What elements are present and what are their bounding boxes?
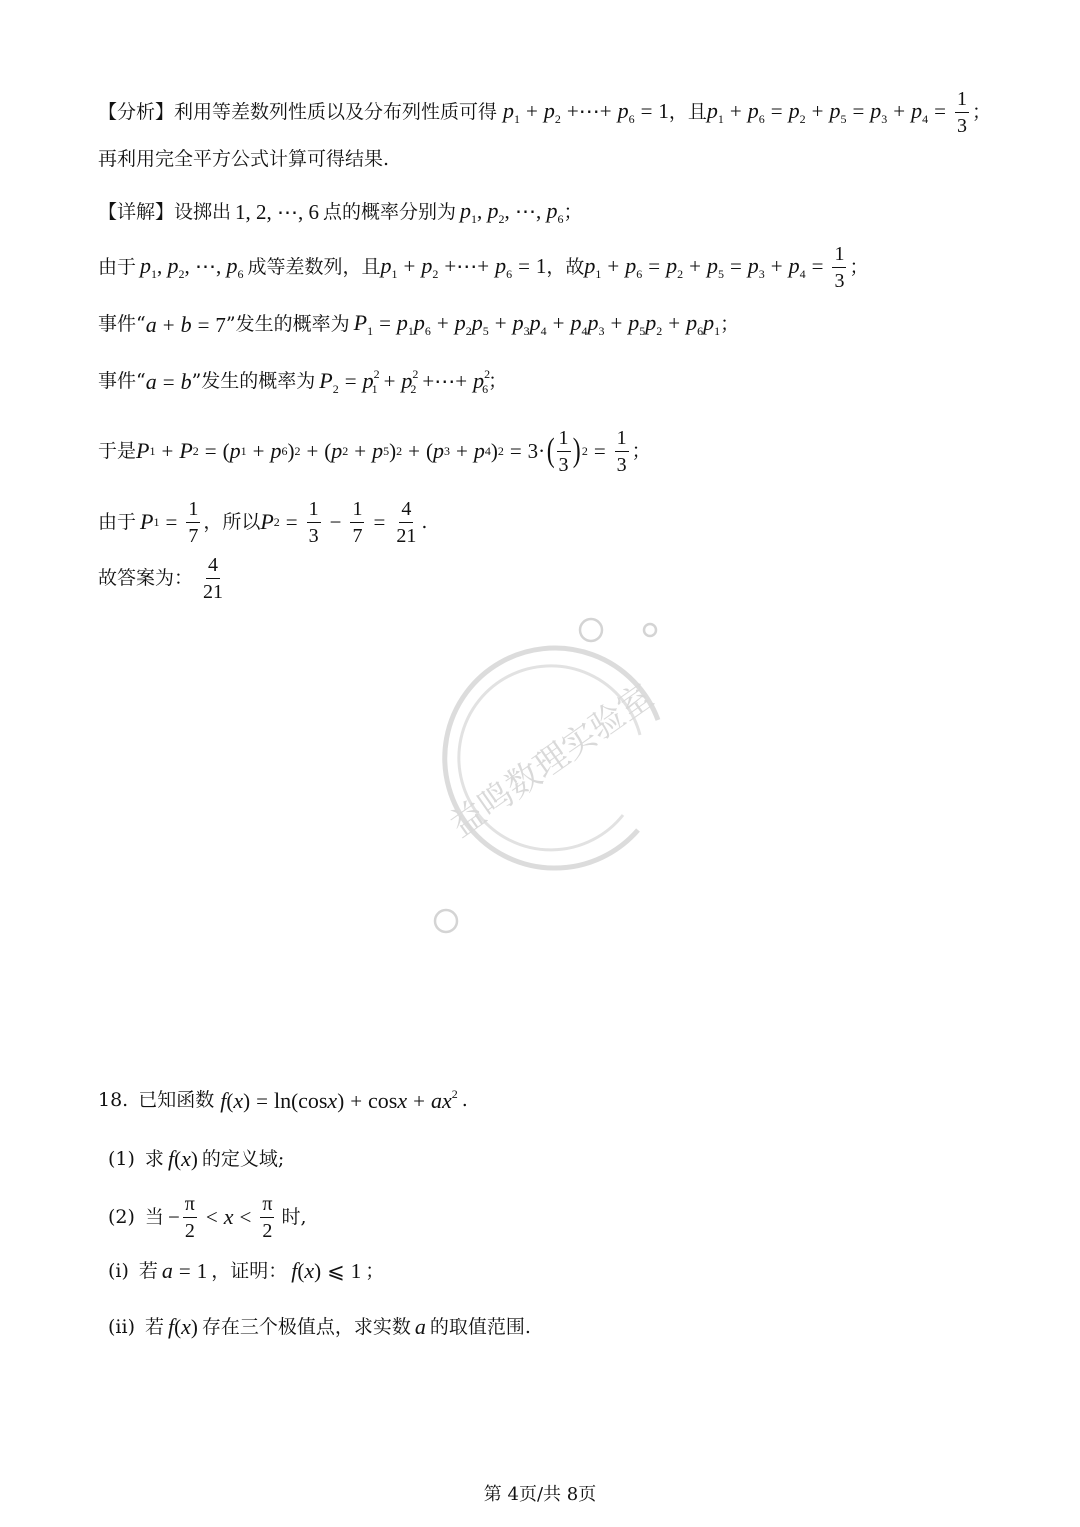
detail-text: ，故 [546,255,585,278]
detail-text: 设掷出 [174,201,232,223]
question-text: 当 [144,1205,164,1228]
analysis-line-1 [98,88,991,136]
detail-label: 【详解】 [98,201,175,223]
fraction-one-third: $\frac{1}{3}$ [616,426,627,476]
detail-text: 成等差数列，且 [247,255,381,278]
question-text: 存在三个极值点，求实数 [201,1315,411,1338]
question-text: ； [365,1259,385,1282]
analysis-label: 【分析】 [98,100,175,123]
answer-line [98,552,228,604]
formula-event-equal: a = b [145,368,192,394]
question-text: 已知函数 [138,1088,215,1111]
detail-text: ”发生的概率为 [191,370,316,392]
question-text: 的定义域; [201,1147,285,1170]
detail-text: ”发生的概率为 [225,313,350,335]
formula-sum-p: $p_1 + p_2$ +⋯+ $p_6 = 1$ [503,97,669,126]
formula-fx: f(x) [168,1314,198,1339]
formula-event-sum7: a + b = 7 [145,311,226,337]
detail-line-5 [98,420,651,482]
watermark-seal [418,610,698,940]
formula-sum-squares: P 1 + P 2 = ( p 1 + p 6 ) 2 + ( p 2 + p 5 ) 2 + ( p 3 + p 4 ) 2 = 3· ( $\frac{1}{3}$ ) 2 = [136,426,606,476]
formula-a-equals-1: a = 1 [161,1258,208,1283]
formula-sum-p: $p_1 + p_2$ +⋯+ $p_6 = 1$ [380,252,547,281]
fraction-one-third: $\frac{1}{3}$ [956,87,967,137]
detail-text: 由于 [98,255,137,278]
question-text: 求 [144,1147,164,1170]
watermark-text: 益鸣数理实验室 [442,676,661,846]
formula-P2-value: P 2 = $\frac{1}{3}$ − $\frac{1}{7}$ = $\frac{4}{21}$ [260,497,417,547]
formula-fx-le-1: f(x) ⩽ 1 [291,1258,362,1283]
question-text: 若 [144,1315,164,1338]
detail-line-2 [98,242,869,292]
detail-text: 由于 [98,510,137,533]
detail-text: ； [849,255,869,278]
part-label: (i) [108,1259,129,1282]
formula-p-list: $p_1$, $p_2$, ⋯, $p_6$ [140,252,244,281]
detail-text: ； [488,370,508,392]
detail-text: ； [563,201,583,223]
detail-line-4 [98,368,507,395]
question-text: ，证明： [211,1259,288,1282]
formula-x-range: − $\frac{\pi}{2}$ < x < $\frac{\pi}{2}$ [167,1192,273,1242]
q18-part1 [108,1148,284,1170]
q18-sub-i [108,1260,384,1282]
analysis-line-2 [98,150,389,169]
detail-text: . [421,510,428,533]
fraction-one-third: $\frac{1}{3}$ [834,242,845,292]
formula-faces: 1, 2, ⋯, 6 [235,200,320,224]
question-text: 时, [281,1205,307,1228]
detail-text: 事件“ [98,313,146,335]
part-label: (2) [108,1205,135,1228]
formula-pair-sums: $p_1 + p_6 = p_2 + p_5 = p_3 + p_4$ = [706,97,946,126]
analysis-text: 利用等差数列性质以及分布列性质可得 [174,100,498,123]
detail-text: 于是 [98,439,137,462]
detail-text: ； [631,439,651,462]
formula-p-list: $p_1$, $p_2$, ⋯, $p_6$ [460,198,564,226]
analysis-end: ； [971,100,991,123]
analysis-text-2: 再利用完全平方公式计算可得结果. [98,148,390,170]
detail-text: ； [720,313,740,335]
question-text: 的取值范围. [429,1315,531,1338]
answer-label: 故答案为： [98,566,194,589]
q18-line: 18. 已知函数 $f(x) = \ln(\cos x) + \cos x + ax^2$ . [98,1087,468,1113]
detail-text: 点的概率分别为 [323,201,457,223]
formula-fx: f(x) [167,1146,198,1171]
question-number: 18. [98,1088,129,1111]
page-footer: 第 4页/共 8页 [483,1484,597,1505]
formula-a: a [414,1314,426,1339]
detail-line-1 [98,200,583,225]
analysis-mid: ，且 [668,100,707,123]
formula-f-definition: $f(x) = \ln(\cos x) + \cos x + ax^2$ [220,1087,458,1113]
formula-P1-value: P 1 = $\frac{1}{7}$ [140,497,199,547]
detail-text: ，所以 [203,510,261,533]
q18-sub-ii [108,1316,531,1338]
detail-line-3 [98,312,739,337]
formula-pair-sums: $p_1 + p_6 = p_2 + p_5 = p_3 + p_4$ = [584,252,824,281]
detail-line-6 [98,496,427,548]
part-label: (ii) [108,1315,135,1338]
question-text: 若 [138,1259,158,1282]
formula-P2: $P_2 = p^2_1 + p^2_2$ +⋯+ $p^2_6$ [319,367,491,396]
detail-text: 事件“ [98,370,146,392]
answer-fraction: $\frac{4}{21}$ [203,553,224,603]
formula-P1: $P_1 = p_1p_6 + p_2p_5 + p_3p_4 + p_4p_3 + p_5p_2 + p_6p_1$ [353,310,721,338]
q18-part2 [108,1192,307,1242]
part-label: (1) [108,1147,135,1170]
